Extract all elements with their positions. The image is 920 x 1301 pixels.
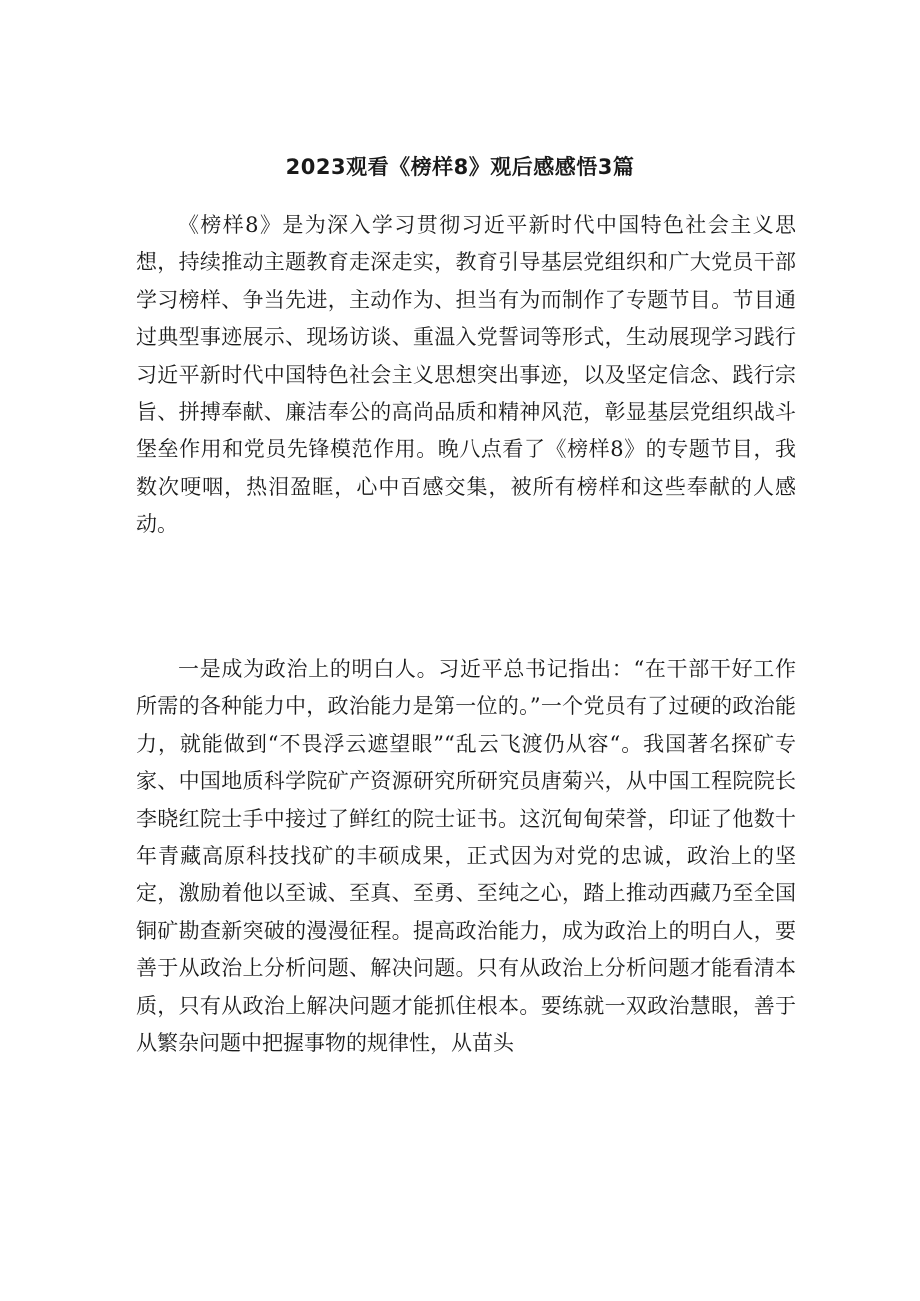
- document-title: 2023观看《榜样8》观后感感悟3篇: [285, 155, 635, 179]
- paragraph-intro: 《榜样8》是为深入学习贯彻习近平新时代中国特色社会主义思想，持续推动主题教育走深走实，教育引导基层党组织和广大党员干部学习榜样、争当先进，主动作为、担当有为而制作了专题节目。节目通过典型事迹展示、现场访谈、重温入党誓词等形式，生动展现学习践行习近平新时代中国特色社会主义思想突出事迹，以及坚定信念、践行宗旨、拼搏奉献、廉洁奉公的高尚品质和精神风范，彰显基层党组织战斗堡垒作用和党员先锋模范作用。晚八点看了《榜样8》的专题节目，我数次哽咽，热泪盈眶，心中百感交集，被所有榜样和这些奉献的人感动。: [136, 213, 796, 537]
- paragraph-political-clarity: 一是成为政治上的明白人。习近平总书记指出：“在干部干好工作所需的各种能力中，政治能力是第一位的。”一个党员有了过硬的政治能力，就能做到“不畏浮云遮望眼”“乱云飞渡仍从容“。我国著名探矿专家、中国地质科学院矿产资源研究所研究员唐菊兴，从中国工程院院长李晓红院士手中接过了鲜红的院士证书。这沉甸甸荣誉，印证了他数十年青藏高原科技找矿的丰硕成果，正式因为对党的忠诚，政治上的坚定，激励着他以至诚、至真、至勇、至纯之心，踏上推动西藏乃至全国铜矿勘查新突破的漫漫征程。提高政治能力，成为政治上的明白人，要善于从政治上分析问题、解决问题。只有从政治上分析问题才能看清本质，只有从政治上解决问题才能抓住根本。要练就一双政治慧眼，善于从繁杂问题中把握事物的规律性，从苗头: [136, 657, 796, 1056]
